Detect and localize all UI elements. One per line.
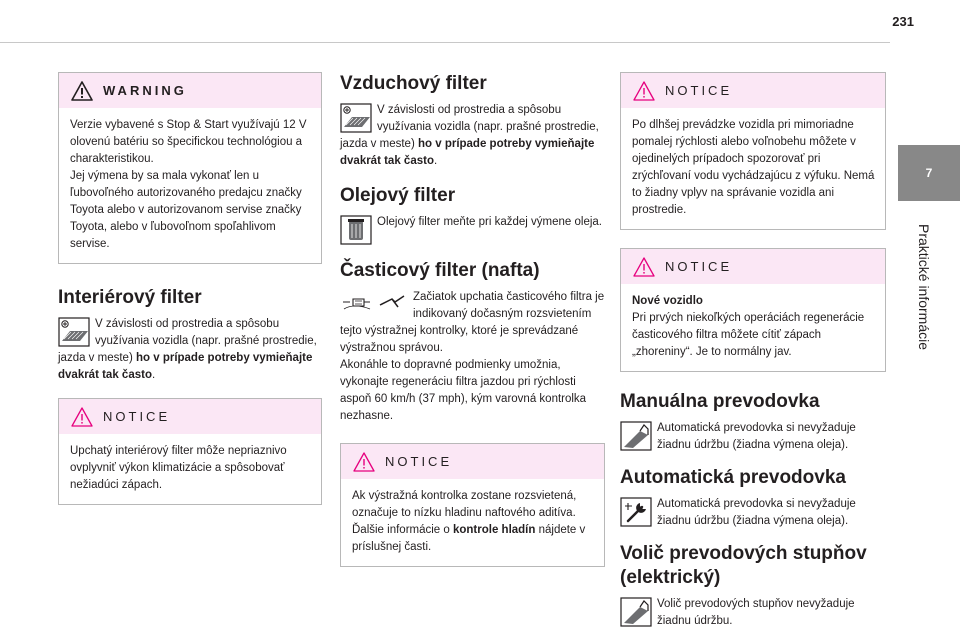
notice-subheading-text: Nové vozidlo (632, 295, 703, 307)
interior-filter-text-bold: ho v prípade potreby vymieňajte dvakrát tak často (58, 352, 313, 381)
column-2 (340, 72, 605, 585)
air-filter-text-end: . (433, 155, 438, 167)
oil-filter-title: Olejový filter (340, 185, 456, 206)
interior-filter-title: Interiérový filter (58, 287, 202, 308)
notice-body (621, 284, 885, 371)
particle-filter-text-1: Začiatok upchatia časticového filtra je indikovaný dočasným rozsvietením tejto výstražnej kontrolky, ktoré je sprevádzané výstražnou správou. (340, 291, 605, 354)
gear-selector-text (620, 596, 886, 630)
oil-filter-icon (340, 215, 372, 245)
notice-triangle-icon (633, 81, 655, 101)
air-filter-text-bold: ho v prípade potreby vymieňajte dvakrát tak často (340, 138, 595, 167)
automatic-gearbox-text (620, 496, 886, 530)
gear-selector-title: Volič prevodových stupňov (elektrický) (620, 543, 867, 588)
interior-filter-section (58, 286, 322, 384)
oil-filter-text-main: Olejový filter meňte pri každej výmene oleja. (377, 216, 602, 228)
notice-box-2 (340, 443, 605, 567)
warning-box (58, 72, 322, 264)
notice-triangle-icon (353, 452, 375, 472)
notice-text-2-bold: kontrole hladín (452, 524, 536, 536)
notice-box-1-header (59, 399, 321, 434)
notice-box-3 (620, 72, 886, 230)
warning-triangle-icon (71, 81, 93, 101)
particle-filter-text (340, 289, 605, 425)
gearbox-icon (620, 597, 652, 627)
notice-text-2-start: Ďalšie informácie o (352, 524, 453, 536)
manual-gearbox-text-main: Automatická prevodovka si nevyžaduje žiadnu údržbu (žiadna výmena oleja). (657, 422, 856, 451)
notice-text-2 (352, 522, 594, 556)
warning-heading: WARNING (103, 83, 187, 98)
air-filter-text (340, 102, 605, 170)
air-filter-title: Vzduchový filter (340, 73, 487, 94)
gear-selector-text-main: Volič prevodových stupňov nevyžaduje žiadnu údržbu. (657, 598, 855, 627)
chapter-tab-number: 7 (925, 166, 933, 180)
automatic-gearbox-section (620, 466, 886, 530)
automatic-gearbox-text-main: Automatická prevodovka si nevyžaduje žiadnu údržbu (žiadna výmena oleja). (657, 498, 856, 527)
particle-filter-text-2: Akonáhle to dopravné podmienky umožnia, vykonajte regeneráciu filtra jazdou pri rýchlosti aspoň 60 km/h (37 mph), kým varovná kontrolka nezhasne. (340, 359, 587, 422)
wrench-icon (620, 497, 652, 527)
notice-text: Pri prvých niekoľkých operáciách regenerácie časticového filtra môžete cítiť zápach „zhoreniny“. Je to normálny jav. (632, 312, 865, 358)
manual-gearbox-section (620, 390, 886, 454)
notice-text: Po dlhšej prevádzke vozidla pri mimoriadne pomalej rýchlosti alebo voľnobehu môžete v ojedinelých prípadoch spozorovať pri zrýchľovaní vodu vychádzajúcu z výfuku. Nemá to žiadny vplyv na správanie vozidla ani prostredie. (632, 119, 875, 216)
warning-text: Verzie vybavené s Stop & Start využívajú 12 V olovenú batériu so špecifickou technológiou a charakteristikou. Jej výmena by sa mala vykonať len u ľubovoľného autorizovaného predajcu značky Toyota alebo v autorizovanom servise značky Toyota, alebo v ľubovoľnom spoľahlivom servise. (70, 119, 307, 250)
particle-filter-warning-icon (340, 291, 408, 313)
notice-body (621, 108, 885, 229)
notice-subheading (632, 293, 875, 310)
automatic-gearbox-title: Automatická prevodovka (620, 467, 846, 488)
air-filter-section (340, 72, 605, 170)
notice-box-2-header (341, 444, 604, 479)
header-rule (0, 42, 890, 43)
notice-body (59, 434, 321, 504)
notice-body (341, 479, 604, 566)
warning-body (59, 108, 321, 263)
interior-filter-text-end: . (151, 369, 156, 381)
filter-icon (58, 317, 90, 347)
oil-filter-section (340, 184, 605, 247)
notice-box-4 (620, 248, 886, 372)
column-1 (58, 72, 322, 523)
chapter-title-text: Praktické informácie (916, 223, 933, 351)
notice-text: Upchatý interiérový filter môže nepriaznivo ovplyvniť výkon klimatizácie a spôsobovať nežiadúci zápach. (70, 445, 287, 491)
chapter-title (904, 212, 944, 362)
notice-triangle-icon (71, 407, 93, 427)
notice-heading: NOTICE (665, 83, 733, 98)
notice-box-1 (58, 398, 322, 505)
oil-filter-text (340, 214, 605, 247)
notice-text-2-end: nájdete v príslušnej časti. (352, 524, 586, 553)
interior-filter-text-main: V závislosti od prostredia a spôsobu využívania vozidla (napr. prašné prostredie, jazda v meste) (58, 318, 317, 364)
interior-filter-text (58, 316, 322, 384)
air-filter-text-main: V závislosti od prostredia a spôsobu využívania vozidla (napr. prašné prostredie, jazda v meste) (340, 104, 599, 150)
notice-box-3-header (621, 73, 885, 108)
chapter-tab[interactable] (898, 145, 960, 201)
notice-heading: NOTICE (385, 454, 453, 469)
manual-gearbox-text (620, 420, 886, 454)
notice-heading: NOTICE (665, 259, 733, 274)
page-number: 231 (892, 14, 914, 29)
notice-heading: NOTICE (103, 409, 171, 424)
filter-icon (340, 103, 372, 133)
gearbox-icon (620, 421, 652, 451)
manual-gearbox-title: Manuálna prevodovka (620, 391, 820, 412)
particle-filter-section (340, 259, 605, 425)
notice-text-1: Ak výstražná kontrolka zostane rozsvietená, označuje to nízku hladinu naftového aditíva. (352, 490, 577, 519)
particle-filter-title: Časticový filter (nafta) (340, 260, 540, 281)
column-3 (620, 72, 886, 640)
gear-selector-section (620, 542, 886, 630)
notice-triangle-icon (633, 257, 655, 277)
warning-box-header (59, 73, 321, 108)
notice-box-4-header (621, 249, 885, 284)
